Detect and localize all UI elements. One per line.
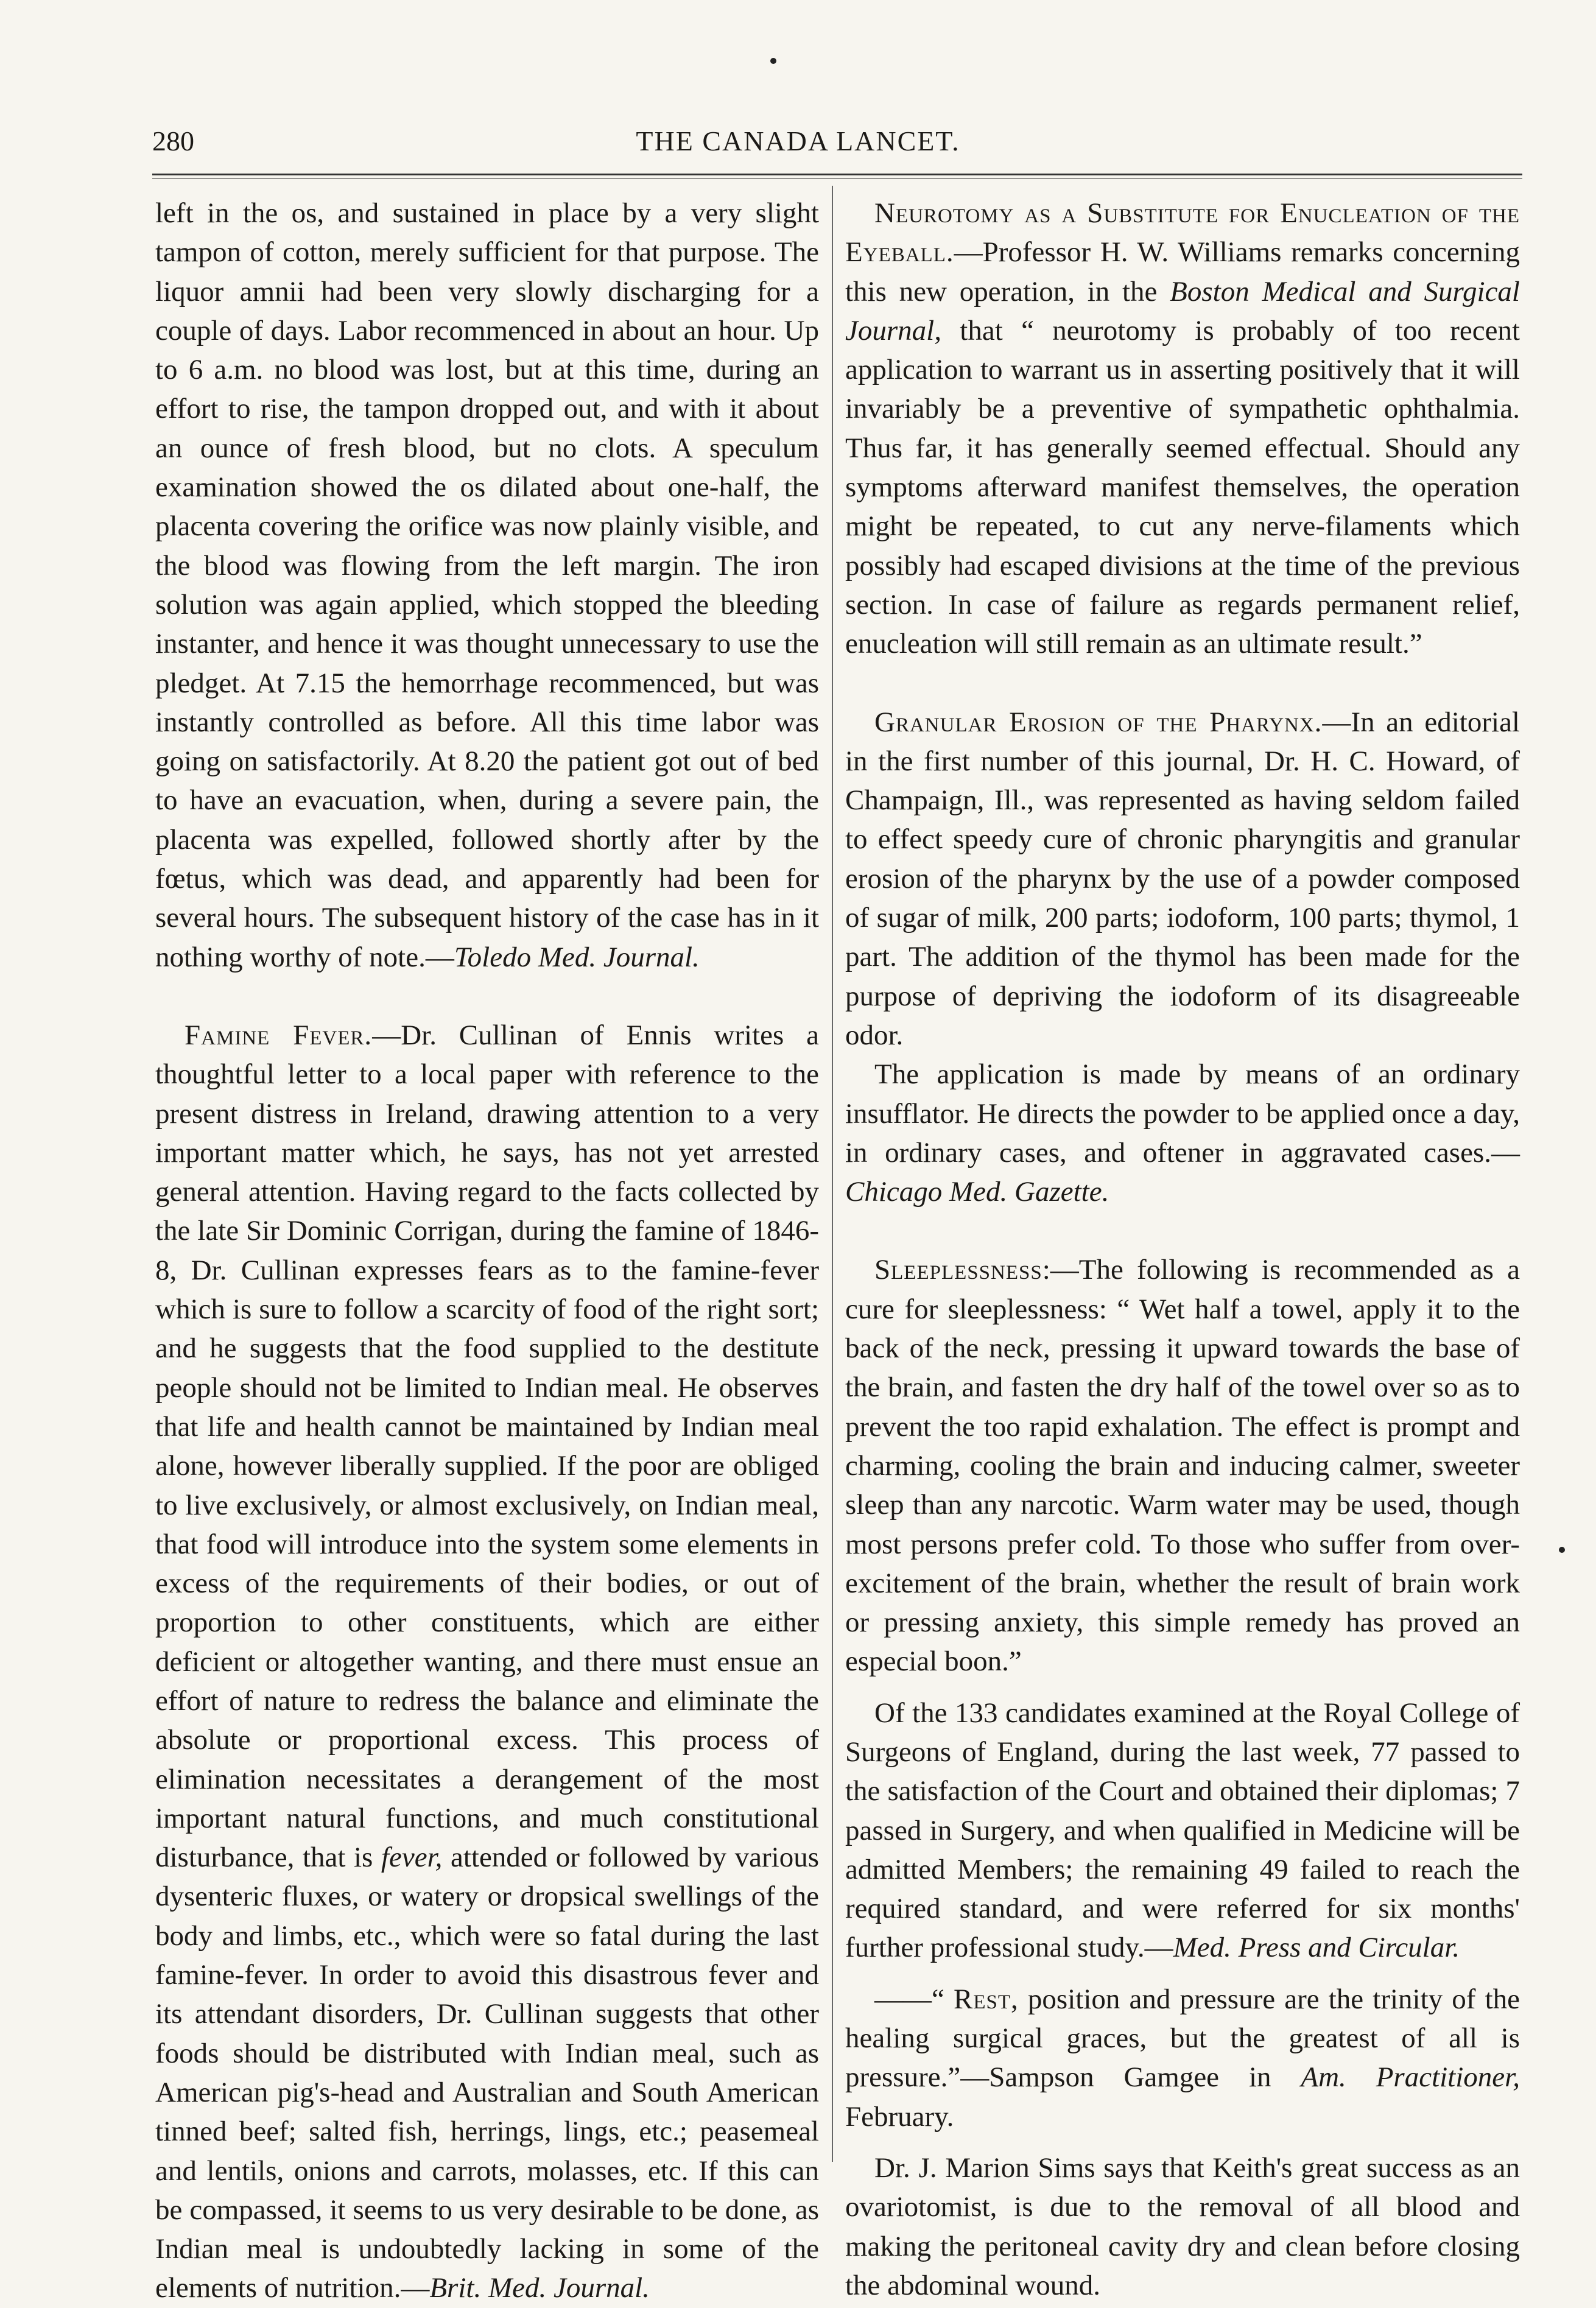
obstetric-case-source: Toledo Med. Journal. [454, 941, 700, 973]
right-column [845, 194, 1520, 2305]
famine-fever-article [155, 1016, 819, 2308]
granular-erosion-article [845, 703, 1520, 1055]
famine-fever-source: Brit. Med. Journal. [429, 2272, 650, 2304]
neurotomy-journal: Boston Medical and Surgical Journal, [845, 275, 1520, 347]
column-divider [832, 186, 833, 2162]
royal-college-paragraph [845, 1694, 1520, 1968]
rest-word: Rest, [954, 1983, 1019, 2015]
print-speck [1559, 1547, 1565, 1553]
obstetric-case-paragraph [155, 194, 819, 977]
rest-open-quote: “ [932, 1983, 954, 2015]
rest-quote-paragraph [845, 1980, 1520, 2136]
rest-body: position and pressure are the trinity of the healing surgical graces, but the greatest of all is pressure.”—Sampson Gamgee in [845, 1983, 1520, 2094]
running-head: THE CANADA LANCET. [636, 125, 960, 157]
famine-fever-emphasis: fever, [381, 1842, 443, 1874]
rest-dash: —— [874, 1983, 932, 2015]
neurotomy-body-1: —Professor H. W. Williams remarks concerning this new operation, in the [845, 236, 1520, 308]
sleeplessness-body: :—The following is recommended as a cure for sleeplessness: “ Wet half a towel, apply it to the back of the neck, pressing it upward towards the base of the brain, and fasten the dry half of the towel over so as to prevent the too rapid exhalation. The effect is prompt and charming, cooling the brain and inducing calmer, sweeter sleep than any narcotic. Warm water may be used, though most persons prefer cold. To those who suffer from over-excitement of the brain, whether the result of brain work or pressing anxiety, this simple remedy has proved an especial boon.” [845, 1254, 1520, 1678]
rest-journal: Am. Practitioner, [1301, 2061, 1520, 2094]
obstetric-case-text: left in the os, and sustained in place by a very slight tampon of cotton, merely sufficient for that purpose. The liquor amnii had been very slowly discharging for a couple of days. Labor recommenced in about an hour. Up to 6 a.m. no blood was lost, but at this time, during an effort to rise, the tampon dropped out, and with it about an ounce of fresh blood, but no clots. A speculum examination showed the os dilated about one-half, the placenta covering the orifice was now plainly visible, and the blood was flowing from the left margin. The iron solution was again applied, which stopped the bleeding instanter, and hence it was thought unnecessary to use the pledget. At 7.15 the hemorrhage recommenced, but was instantly controlled as before. All this time labor was going on satisfactorily. At 8.20 the patient got out of bed to have an evacuation, when, during a severe pain, the placenta was expelled, followed shortly after by the fœtus, which was dead, and apparently had been for several hours. The subsequent history of the case has in it nothing worthy of note.— [155, 197, 819, 973]
sims-paragraph [845, 2148, 1520, 2305]
famine-fever-body-2: attended or followed by various dysenteric fluxes, or watery or dropsical swellings of the body and limbs, etc., which were so fatal during the last famine-fever. In order to avoid this disastrous fever and its attendant disorders, Dr. Cullinan suggests that other foods should be distributed with Indian meal, such as American pig's-head and Australian and South American tinned beef; salted fish, herrings, lings, etc.; peasemeal and lentils, onions and carrots, molasses, etc. If this can be compassed, it seems to us very desirable to be done, as Indian meal is undoubtedly lacking in some of the elements of nutrition.— [155, 1842, 820, 2304]
neurotomy-heading: Neurotomy as a Substitute for Enucleation of the Eyeball. [845, 197, 1520, 269]
application-body: The application is made by means of an ordinary insufflator. He directs the powder to be applied once a day, in ordinary cases, and oftener in aggravated cases.— [845, 1058, 1520, 1169]
header-rule [152, 174, 1522, 175]
famine-fever-body-1: —Dr. Cullinan of Ennis writes a thoughtful letter to a local paper with reference to the present distress in Ireland, drawing attention to a very important matter which, he says, has not yet arrested general attention. Having regard to the facts collected by the late Sir Dominic Corrigan, during the famine of 1846-8, Dr. Cullinan expresses fears as to the famine-fever which is sure to follow a scarcity of food of the right sort; and he suggests that the food supplied to the destitute people should not be limited to Indian meal. He observes that life and health cannot be maintained by Indian meal alone, however liberally supplied. If the poor are obliged to live exclusively, or almost exclusively, on Indian meal, that food will introduce into the system some elements in excess of the requirements of their bodies, or out of proportion to other constituents, which are either deficient or altogether wanting, and there must ensue an effort of nature to redress the balance and eliminate the absolute or proportional excess. This process of elimination necessitates a derangement of the most important natural functions, and much constitutional disturbance, that is [155, 1019, 819, 1874]
famine-fever-heading: Famine Fever. [185, 1019, 373, 1051]
neurotomy-article [845, 194, 1520, 664]
royal-college-body: Of the 133 candidates examined at the Royal College of Surgeons of England, during the last week, 77 passed to the satisfaction of the Court and obtained their diplomas; 7 passed in Surgery, and when qualified in Medicine will be admitted Members; the remaining 49 failed to reach the required standard, and were referred for six months' further professional study.— [845, 1697, 1520, 1964]
left-column [155, 194, 819, 2308]
granular-erosion-heading: Granular Erosion of the Pharynx. [874, 706, 1323, 738]
header-rule-thin [152, 178, 1522, 179]
granular-erosion-body: —In an editorial in the first number of this journal, Dr. H. C. Howard, of Champaign, Ill., was represented as having seldom failed to effect speedy cure of chronic pharyngitis and granular erosion of the pharynx by the use of a powder composed of sugar of milk, 200 parts; iodoform, 100 parts; thymol, 1 part. The addition of the thymol has been made for the purpose of depriving the iodoform of its disagreeable odor. [845, 706, 1520, 1051]
royal-college-source: Med. Press and Circular. [1173, 1932, 1460, 1964]
rest-end: February. [845, 2100, 954, 2133]
application-source: Chicago Med. Gazette. [845, 1176, 1109, 1208]
sleeplessness-article [845, 1250, 1520, 1681]
application-paragraph [845, 1055, 1520, 1211]
page-number: 280 [152, 125, 194, 157]
sleeplessness-heading: Sleeplessness [874, 1254, 1042, 1286]
print-speck [770, 58, 776, 64]
neurotomy-body-2: that “ neurotomy is probably of too recent application to warrant us in asserting positively that it will invariably be a preventive of sympathetic ophthalmia. Thus far, it has generally seemed effectual. Should any symptoms afterward manifest themselves, the operation might be repeated, to cut any nerve-filaments which possibly had escaped divisions at the time of the previous section. In case of failure as regards permanent relief, enucleation will still remain as an ultimate result.” [845, 314, 1520, 660]
sims-body: Dr. J. Marion Sims says that Keith's great success as an ovariotomist, is due to the removal of all blood and making the peritoneal cavity dry and clean before closing the abdominal wound. [845, 2151, 1520, 2301]
